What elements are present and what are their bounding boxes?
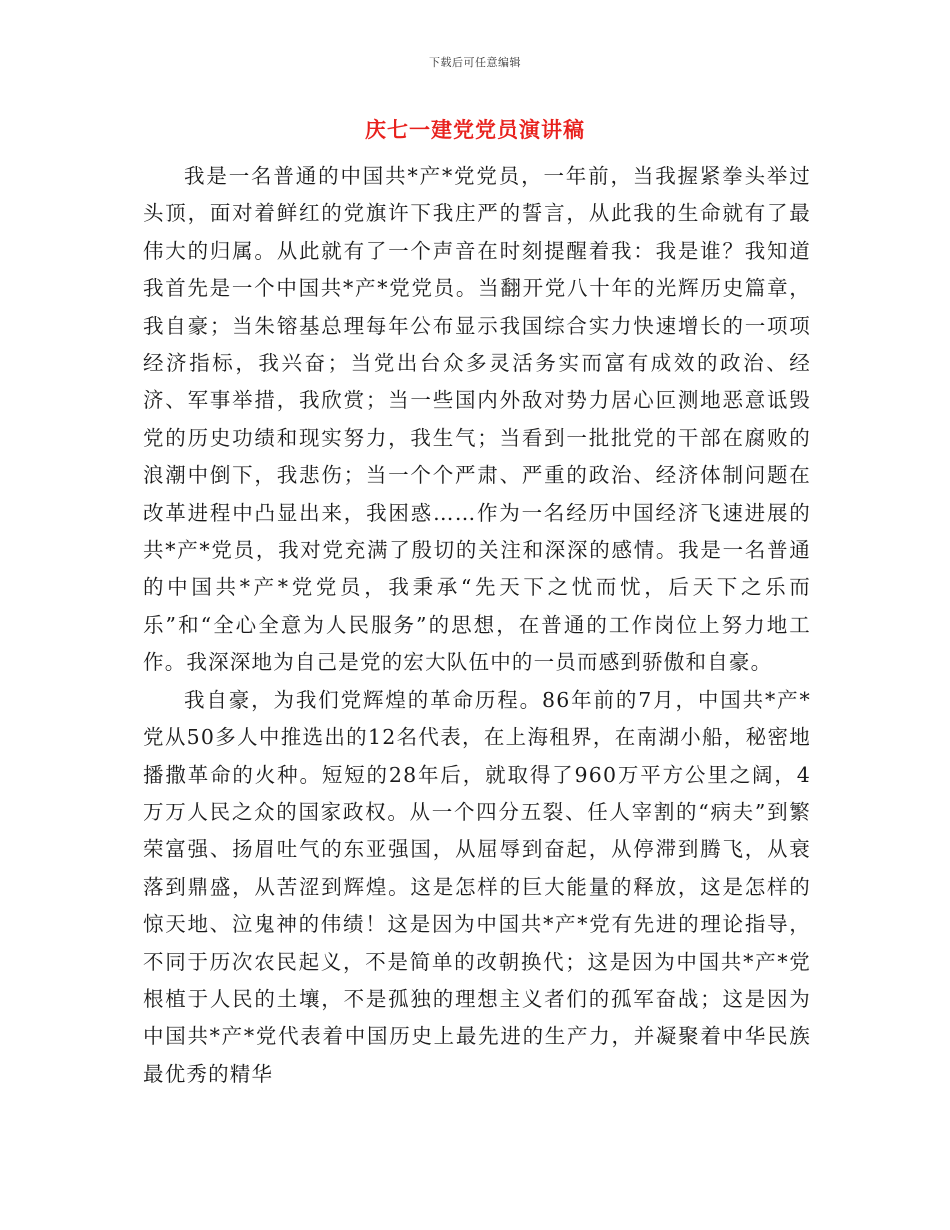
document-body <box>143 158 811 1093</box>
body-paragraph-1: 我是一名普通的中国共*产*党党员，一年前，当我握紧拳头举过头顶，面对着鲜红的党旗许下我庄严的誓言，从此我的生命就有了最伟大的归属。从此就有了一个声音在时刻提醒着我：我是谁？我知道我首先是一个中国共*产*党党员。当翻开党八十年的光辉历史篇章，我自豪；当朱镕基总理每年公布显示我国综合实力快速增长的一项项经济指标，我兴奋；当党出台众多灵活务实而富有成效的政治、经济、军事举措，我欣赏；当一些国内外敌对势力居心叵测地恶意诋毁党的历史功绩和现实努力，我生气；当看到一批批党的干部在腐败的浪潮中倒下，我悲伤；当一个个严肃、严重的政治、经济体制问题在改革进程中凸显出来，我困惑……作为一名经历中国经济飞速进展的共*产*党员，我对党充满了殷切的关注和深深的感情。我是一名普通的中国共*产*党党员，我秉承“先天下之忧而忧，后天下之乐而乐”和“全心全意为人民服务”的思想，在普通的工作岗位上努力地工作。我深深地为自己是党的宏大队伍中的一员而感到骄傲和自豪。 <box>143 164 811 675</box>
document-title: 庆七一建党党员演讲稿 <box>365 117 585 142</box>
page-header-note: 下载后可任意编辑 <box>429 56 521 69</box>
body-paragraph-2: 我自豪，为我们党辉煌的革命历程。86年前的7月，中国共*产*党从50多人中推选出的12名代表，在上海租界，在南湖小船，秘密地播撒革命的火种。短短的28年后，就取得了960万平方公里之阔，4万万人民之众的国家政权。从一个四分五裂、任人宰割的“病夫”到繁荣富强、扬眉吐气的东亚强国，从屈辱到奋起，从停滞到腾飞，从衰落到鼎盛，从苦涩到辉煌。这是怎样的巨大能量的释放，这是怎样的惊天地、泣鬼神的伟绩！这是因为中国共*产*党有先进的理论指导，不同于历次农民起义，不是简单的改朝换代；这是因为中国共*产*党根植于人民的土壤，不是孤独的理想主义者们的孤军奋战；这是因为中国共*产*党代表着中国历史上最先进的生产力，并凝聚着中华民族最优秀的精华 <box>143 687 811 1086</box>
